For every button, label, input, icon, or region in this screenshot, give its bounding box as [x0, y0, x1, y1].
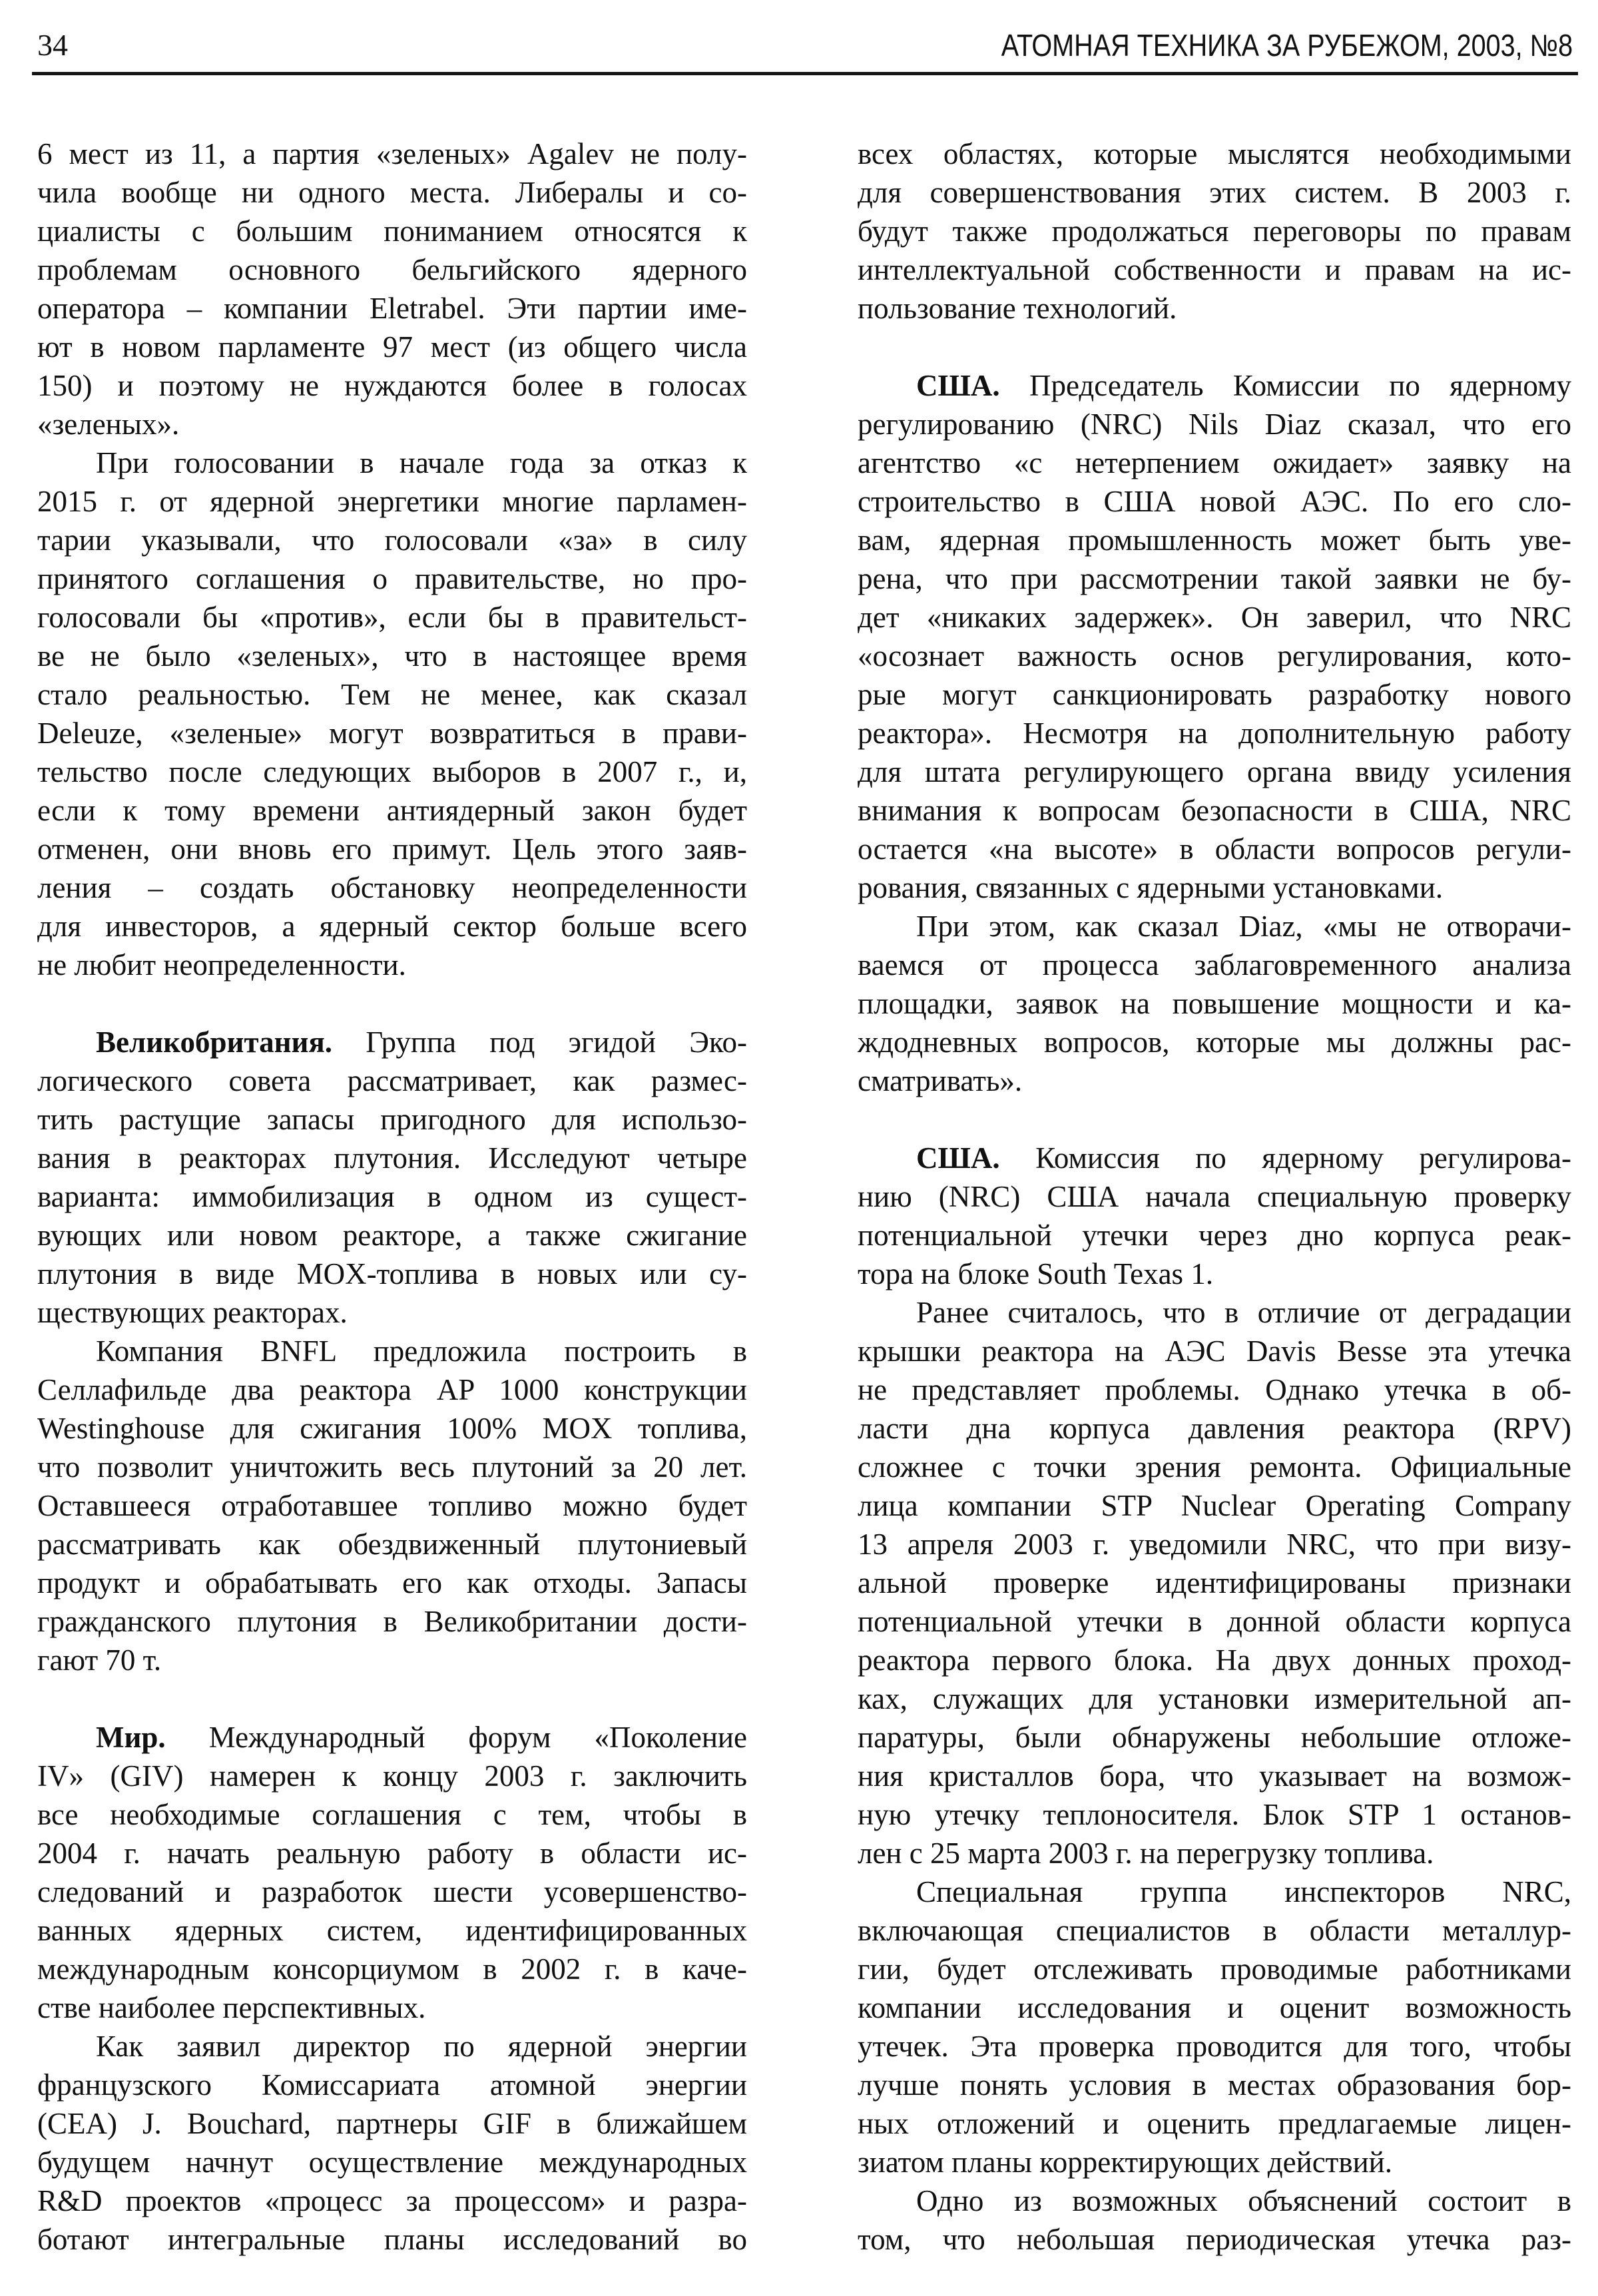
text-line — [858, 1757, 1571, 1795]
line-text: ют в новом парламенте 97 мест (из общего числа — [37, 330, 747, 364]
text-line — [37, 868, 747, 907]
section-heading: США. — [916, 369, 1000, 402]
line-text: ных отложений и оценить предлагаемые лицен- — [858, 2107, 1571, 2140]
line-text: если к тому времени антиядерный закон будет — [37, 794, 747, 827]
text-line — [37, 1834, 747, 1872]
line-text: 13 апреля 2003 г. уведомили NRC, что при визу- — [858, 1528, 1571, 1561]
section-first-line — [37, 1718, 747, 1757]
text-line — [858, 675, 1571, 714]
line-text: Группа под эгидой Эко- — [332, 1025, 747, 1059]
text-line — [858, 1718, 1571, 1757]
line-text: что позволит уничтожить весь плутоний за 20 лет. — [37, 1450, 747, 1484]
text-line — [858, 1834, 1571, 1872]
text-line — [37, 907, 747, 946]
text-line — [37, 637, 747, 675]
text-line — [858, 1486, 1571, 1525]
line-text: потенциальной утечки в донной области корпуса — [858, 1605, 1571, 1638]
text-line — [37, 1988, 747, 2027]
line-text: голосовали бы «против», если бы в правительст- — [37, 601, 747, 634]
line-text: 2015 г. от ядерной энергетики многие парламен- — [37, 485, 747, 518]
text-line — [37, 1255, 747, 1293]
text-line — [37, 1602, 747, 1641]
section-gap — [37, 984, 747, 1023]
header-divider — [32, 72, 1578, 75]
line-text: утечек. Эта проверка проводится для того, чтобы — [858, 2030, 1571, 2063]
text-line — [858, 1872, 1571, 1911]
line-text: дет «никаких задержек». Он заверил, что NRC — [858, 601, 1571, 634]
line-text: 6 мест из 11, а партия «зеленых» Agalev не полу- — [37, 137, 747, 170]
text-line — [37, 1757, 747, 1795]
text-line — [37, 135, 747, 173]
text-line — [858, 2220, 1571, 2259]
line-text: ваемся от процесса заблаговременного анализа — [858, 948, 1571, 982]
line-text: гают 70 т. — [37, 1643, 162, 1677]
section-gap — [37, 1679, 747, 1718]
line-text: международным консорциумом в 2002 г. в каче- — [37, 1952, 747, 1986]
text-line — [37, 366, 747, 405]
line-text: рассматривать как обездвиженный плутониевый — [37, 1528, 747, 1561]
text-line — [858, 1023, 1571, 1061]
text-line — [37, 1370, 747, 1409]
text-line — [858, 2066, 1571, 2104]
line-text: всех областях, которые мыслятся необходимыми — [858, 137, 1571, 170]
line-text: чила вообще ни одного места. Либералы и со- — [37, 176, 747, 209]
line-text: Председатель Комиссии по ядерному — [999, 369, 1571, 402]
text-line — [37, 946, 747, 984]
line-text: Ранее считалось, что в отличие от деградации — [916, 1296, 1571, 1329]
line-text: рена, что при рассмотрении такой заявки не бу- — [858, 562, 1571, 595]
line-text: ную утечку теплоносителя. Блок STP 1 останов- — [858, 1798, 1571, 1831]
text-line — [37, 1448, 747, 1486]
text-line — [858, 250, 1571, 289]
text-line — [37, 1486, 747, 1525]
text-line — [858, 135, 1571, 173]
line-text: ласти дна корпуса давления реактора (RPV) — [858, 1412, 1571, 1445]
text-line — [858, 1795, 1571, 1834]
line-text: все необходимые соглашения с тем, чтобы в — [37, 1798, 747, 1831]
text-line — [37, 2104, 747, 2143]
text-line — [37, 2027, 747, 2066]
text-line — [858, 1911, 1571, 1950]
line-text: Westinghouse для сжигания 100% MOX топлива, — [37, 1412, 747, 1445]
line-text: том, что небольшая периодическая утечка раз- — [858, 2223, 1571, 2256]
line-text: Селлафильде два реактора AP 1000 конструкции — [37, 1373, 747, 1406]
line-text: включающая специалистов в области металлур- — [858, 1914, 1571, 1947]
line-text: гии, будет отслеживать проводимые работниками — [858, 1952, 1571, 1986]
section-heading: Великобритания. — [96, 1025, 333, 1059]
page-number: 34 — [37, 28, 68, 62]
text-line — [37, 791, 747, 830]
text-line — [37, 1641, 747, 1679]
line-text: 2004 г. начать реальную работу в области ис- — [37, 1837, 747, 1870]
text-line — [37, 1177, 747, 1216]
line-text: для совершенствования этих систем. В 2003 г. — [858, 176, 1571, 209]
line-text: вания в реакторах плутония. Исследуют четыре — [37, 1141, 747, 1175]
text-line — [37, 2066, 747, 2104]
line-text: крышки реактора на АЭС Davis Besse эта утечка — [858, 1334, 1571, 1368]
text-line — [858, 1061, 1571, 1100]
line-text: тить растущие запасы пригодного для использо- — [37, 1103, 747, 1136]
text-line — [37, 1293, 747, 1332]
text-line — [858, 559, 1571, 598]
line-text: агентство «с нетерпением ожидает» заявку на — [858, 446, 1571, 479]
text-line — [858, 714, 1571, 752]
line-text: французского Комиссариата атомной энергии — [37, 2068, 747, 2102]
text-line — [858, 984, 1571, 1023]
line-text: не любит неопределенности. — [37, 948, 406, 982]
line-text: проблемам основного бельгийского ядерного — [37, 253, 747, 286]
line-text: будут также продолжаться переговоры по правам — [858, 214, 1571, 248]
line-text: лен с 25 марта 2003 г. на перегрузку топлива. — [858, 1837, 1434, 1870]
line-text: будущем начнут осуществление международных — [37, 2146, 747, 2179]
line-text: Комиссия по ядерному регулирова- — [999, 1141, 1571, 1175]
text-line — [858, 1255, 1571, 1293]
text-line — [858, 212, 1571, 250]
text-line — [858, 521, 1571, 559]
text-line — [858, 1332, 1571, 1370]
text-line — [37, 714, 747, 752]
line-text: Специальная группа инспекторов NRC, — [916, 1875, 1571, 1908]
line-text: ния кристаллов бора, что указывает на возмож- — [858, 1759, 1571, 1793]
line-text: интеллектуальной собственности и правам на ис- — [858, 253, 1571, 286]
text-line — [37, 2220, 747, 2259]
line-text: следований и разработок шести усовершенство- — [37, 1875, 747, 1908]
text-line — [37, 1409, 747, 1448]
line-text: зиатом планы корректирующих действий. — [858, 2146, 1393, 2179]
section-first-line — [37, 1023, 747, 1061]
line-text: тельство после следующих выборов в 2007 г., и, — [37, 755, 747, 788]
line-text: Deleuze, «зеленые» могут возвратиться в прави- — [37, 717, 747, 750]
text-line — [37, 1950, 747, 1988]
text-line — [37, 482, 747, 521]
text-line — [858, 2143, 1571, 2181]
text-line — [37, 1332, 747, 1370]
line-text: IV» (GIV) намерен к концу 2003 г. заключить — [37, 1759, 747, 1793]
text-line — [858, 1988, 1571, 2027]
text-line — [37, 1100, 747, 1139]
text-line — [858, 405, 1571, 443]
line-text: При голосовании в начале года за отказ к — [96, 446, 747, 479]
line-text: продукт и обрабатывать его как отходы. Запасы — [37, 1566, 747, 1599]
line-text: циалисты с большим пониманием относятся к — [37, 214, 747, 248]
text-line — [858, 289, 1571, 328]
text-line — [37, 521, 747, 559]
line-text: ления – создать обстановку неопределенности — [37, 871, 747, 904]
text-line — [37, 2181, 747, 2220]
line-text: для штата регулирующего органа ввиду усиления — [858, 755, 1571, 788]
text-line — [858, 868, 1571, 907]
text-line — [37, 289, 747, 328]
line-text: ждодневных вопросов, которые мы должны рас- — [858, 1025, 1571, 1059]
line-text: пользование технологий. — [858, 292, 1177, 325]
line-text: Как заявил директор по ядерной энергии — [96, 2030, 747, 2063]
text-line — [858, 907, 1571, 946]
text-line — [858, 1448, 1571, 1486]
text-line — [37, 1139, 747, 1177]
text-line — [37, 250, 747, 289]
text-line — [858, 946, 1571, 984]
text-line — [37, 675, 747, 714]
line-text: для инвесторов, а ядерный сектор больше всего — [37, 910, 747, 943]
line-text: регулированию (NRC) Nils Diaz сказал, что его — [858, 408, 1571, 441]
text-line — [858, 1641, 1571, 1679]
line-text: Оставшееся отработавшее топливо можно будет — [37, 1489, 747, 1522]
line-text: реактора первого блока. На двух донных проход- — [858, 1643, 1571, 1677]
line-text: остается «на высоте» в области вопросов регули- — [858, 832, 1571, 866]
text-line — [858, 2181, 1571, 2220]
line-text: стало реальностью. Тем не менее, как сказал — [37, 678, 747, 711]
line-text: рые могут санкционировать разработку нового — [858, 678, 1571, 711]
text-line — [37, 328, 747, 366]
line-text: лучше понять условия в местах образования бор- — [858, 2068, 1571, 2102]
line-text: отменен, они вновь его примут. Цель этого заяв- — [37, 832, 747, 866]
line-text: (CEA) J. Bouchard, партнеры GIF в ближайшем — [37, 2107, 747, 2140]
running-title: АТОМНАЯ ТЕХНИКА ЗА РУБЕЖОМ, 2003, №8 — [1001, 28, 1573, 63]
line-text: вующих или новом реакторе, а также сжигание — [37, 1219, 747, 1252]
text-line — [37, 752, 747, 791]
text-line — [37, 1872, 747, 1911]
text-line — [37, 1061, 747, 1100]
section-first-line — [858, 366, 1571, 405]
section-first-line — [858, 1139, 1571, 1177]
text-line — [858, 752, 1571, 791]
text-line — [858, 1679, 1571, 1718]
line-text: ках, служащих для установки измерительной ап- — [858, 1682, 1571, 1715]
text-line — [37, 405, 747, 443]
line-text: ве не было «зеленых», что в настоящее время — [37, 639, 747, 673]
text-line — [858, 482, 1571, 521]
line-text: При этом, как сказал Diaz, «мы не отворачи- — [916, 910, 1571, 943]
text-line — [858, 1409, 1571, 1448]
line-text: тарии указывали, что голосовали «за» в силу — [37, 523, 747, 557]
line-text: строительство в США новой АЭС. По его сло- — [858, 485, 1571, 518]
line-text: ществующих реакторах. — [37, 1296, 348, 1329]
text-line — [858, 1177, 1571, 1216]
text-line — [37, 2143, 747, 2181]
line-text: тора на блоке South Texas 1. — [858, 1257, 1214, 1291]
text-line — [37, 443, 747, 482]
text-line — [37, 173, 747, 212]
text-line — [858, 1370, 1571, 1409]
line-text: варианта: иммобилизация в одном из сущест- — [37, 1180, 747, 1213]
line-text: не представляет проблемы. Однако утечка в об- — [858, 1373, 1571, 1406]
section-heading: США. — [916, 1141, 1000, 1175]
text-line — [37, 598, 747, 637]
text-line — [858, 637, 1571, 675]
left-column — [37, 135, 747, 2259]
right-column — [858, 135, 1571, 2259]
text-line — [858, 2027, 1571, 2066]
text-line — [37, 1911, 747, 1950]
line-text: внимания к вопросам безопасности в США, NRC — [858, 794, 1571, 827]
text-line — [858, 791, 1571, 830]
text-line — [858, 2104, 1571, 2143]
line-text: реактора». Несмотря на дополнительную работу — [858, 717, 1571, 750]
text-line — [37, 830, 747, 868]
line-text: логического совета рассматривает, как размес- — [37, 1064, 747, 1097]
line-text: сматривать». — [858, 1064, 1023, 1097]
line-text: площадки, заявок на повышение мощности и ка- — [858, 987, 1571, 1020]
line-text: «зеленых». — [37, 408, 180, 441]
text-line — [858, 1602, 1571, 1641]
text-line — [858, 1293, 1571, 1332]
text-line — [858, 1950, 1571, 1988]
text-line — [858, 1564, 1571, 1602]
line-text: лица компании STP Nuclear Operating Company — [858, 1489, 1571, 1522]
line-text: «осознает важность основ регулирования, кото- — [858, 639, 1571, 673]
section-heading: Мир. — [96, 1721, 166, 1754]
line-text: компании исследования и оценит возможность — [858, 1991, 1571, 2024]
line-text: ботают интегральные планы исследований во — [37, 2223, 747, 2256]
section-gap — [858, 1100, 1571, 1139]
text-line — [858, 443, 1571, 482]
line-text: рования, связанных с ядерными установками. — [858, 871, 1444, 904]
text-line — [37, 1564, 747, 1602]
line-text: Международный форум «Поколение — [165, 1721, 747, 1754]
text-line — [37, 1216, 747, 1255]
line-text: R&D проектов «процесс за процессом» и разра- — [37, 2184, 747, 2217]
text-line — [858, 830, 1571, 868]
text-line — [858, 1216, 1571, 1255]
line-text: 150) и поэтому не нуждаются более в голосах — [37, 369, 747, 402]
line-text: плутония в виде MOX-топлива в новых или су- — [37, 1257, 747, 1291]
text-line — [37, 559, 747, 598]
line-text: вам, ядерная промышленность может быть уве- — [858, 523, 1571, 557]
line-text: нию (NRC) США начала специальную проверку — [858, 1180, 1571, 1213]
text-line — [858, 173, 1571, 212]
text-line — [37, 212, 747, 250]
line-text: Одно из возможных объяснений состоит в — [916, 2184, 1571, 2217]
line-text: альной проверке идентифицированы признаки — [858, 1566, 1571, 1599]
line-text: гражданского плутония в Великобритании дости- — [37, 1605, 747, 1638]
line-text: принятого соглашения о правительстве, но про- — [37, 562, 747, 595]
text-line — [858, 1525, 1571, 1564]
line-text: ванных ядерных систем, идентифицированных — [37, 1914, 747, 1947]
line-text: потенциальной утечки через дно корпуса реак- — [858, 1219, 1571, 1252]
section-gap — [858, 328, 1571, 366]
line-text: оператора – компании Eletrabel. Эти партии име- — [37, 292, 747, 325]
text-line — [858, 598, 1571, 637]
line-text: стве наиболее перспективных. — [37, 1991, 426, 2024]
line-text: паратуры, были обнаружены небольшие отложе- — [858, 1721, 1571, 1754]
text-line — [37, 1795, 747, 1834]
line-text: сложнее с точки зрения ремонта. Официальные — [858, 1450, 1571, 1484]
text-line — [37, 1525, 747, 1564]
line-text: Компания BNFL предложила построить в — [96, 1334, 747, 1368]
